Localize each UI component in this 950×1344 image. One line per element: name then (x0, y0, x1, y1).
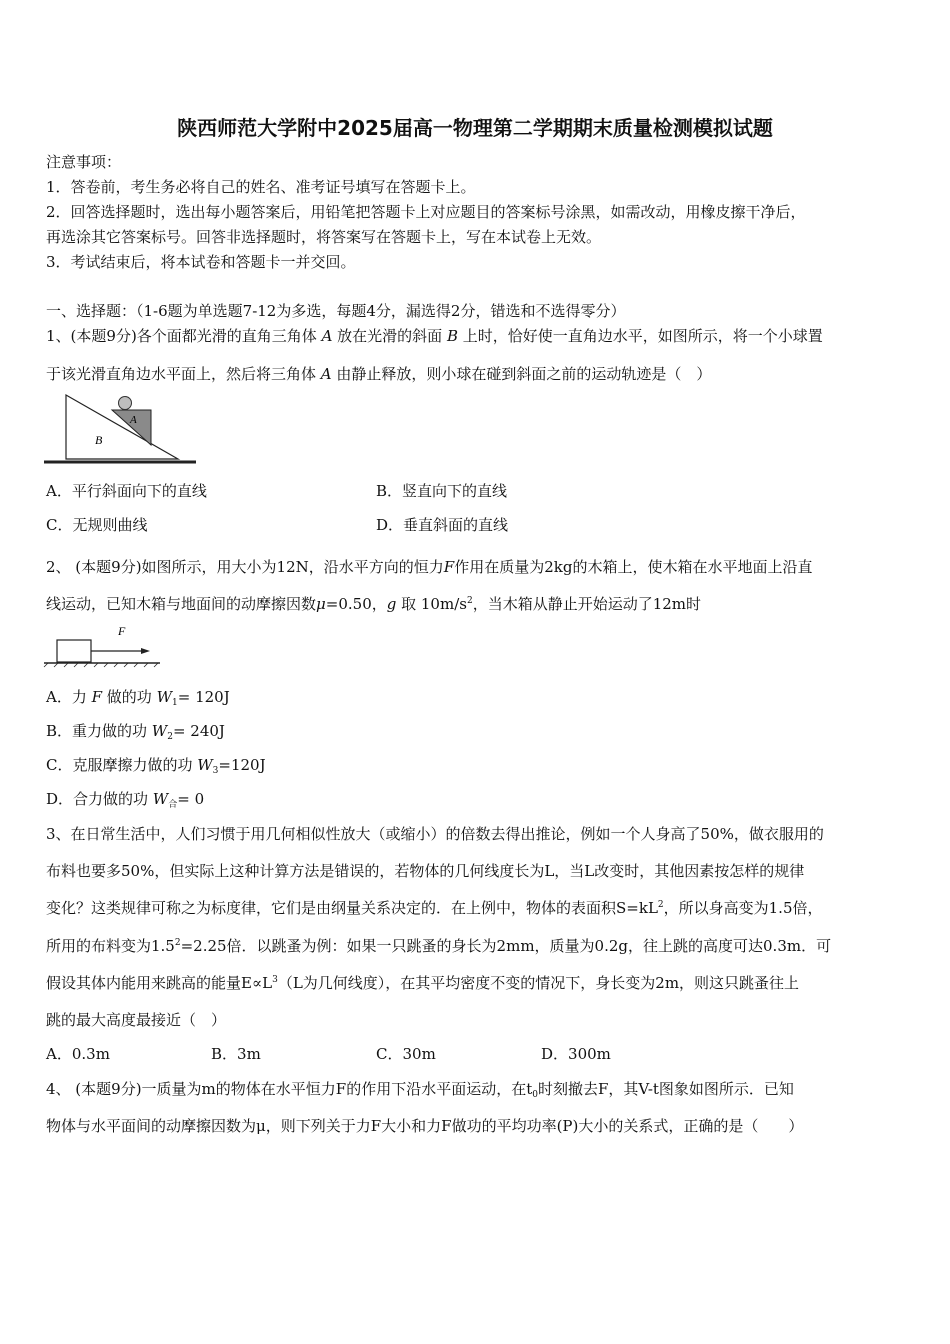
q2-line-2: 线运动，已知木箱与地面间的动摩擦因数μ=0.50，g 取 $10m/s^2$，当木箱从静止开始运动了12m时 (46, 595, 701, 613)
q2-option-b[interactable]: B．重力做的功 $W_2= 240J$ (46, 722, 225, 742)
q2-line-1: 2、 (本题9分)如图所示，用大小为12N，沿水平方向的恒力F作用在质量为2kg的木箱上，使木箱在水平地面上沿直 (46, 558, 813, 576)
notice-heading: 注意事项： (46, 153, 122, 171)
q3-line-3: 变化？这类规律可称之为标度律，它们是由纲量关系决定的．在上例中，物体的表面积$S=kL^2$，所以身高变为1.5倍， (46, 899, 823, 917)
q2-option-d[interactable]: D．合力做的功 $W_合= 0$ (46, 790, 205, 810)
q3-line-1: 3、在日常生活中，人们习惯于用几何相似性放大（或缩小）的倍数去得出推论，例如一个人身高了50%，做衣服用的 (46, 825, 824, 843)
notice-line-2: 2．回答选择题时，选出每小题答案后，用铅笔把答题卡上对应题目的答案标号涂黑，如需改动，用橡皮擦干净后， (46, 203, 806, 221)
q3-option-d[interactable]: D．300m (541, 1045, 611, 1063)
q2-option-c[interactable]: C．克服摩擦力做的功 $W_3=120J$ (46, 756, 266, 776)
notice-line-1: 1．答卷前，考生务必将自己的姓名、准考证号填写在答题卡上。 (46, 178, 476, 196)
q1-line-1: 1、(本题9分)各个面都光滑的直角三角体 A 放在光滑的斜面 B 上时，恰好使一直角边水平，如图所示，将一个小球置 (46, 327, 823, 345)
fig-label-f: F (118, 624, 126, 638)
q1-option-a[interactable]: A．平行斜面向下的直线 (46, 482, 207, 500)
section-heading: 一、选择题：（1-6题为单选题7-12为多选，每题4分，漏选得2分，错选和不选得零分） (46, 302, 626, 320)
q1-line-2: 于该光滑直角边水平面上，然后将三角体 A 由静止释放，则小球在碰到斜面之前的运动轨迹是（ ） (46, 365, 712, 383)
q4-line-1: 4、 (本题9分)一质量为m的物体在水平恒力F的作用下沿水平面运动，在$t_0$时刻撤去F，其V-t图象如图所示．已知 (46, 1080, 794, 1100)
q3-line-4: 所用的布料变为$1.5^2=2.25$倍．以跳蚤为例：如果一只跳蚤的身长为2mm，质量为0.2g，往上跳的高度可达0.3m．可 (46, 937, 832, 955)
q3-line-2: 布料也要多50%，但实际上这种计算方法是错误的，若物体的几何线度长为L，当L改变时，其他因素按怎样的规律 (46, 862, 805, 880)
q1-option-d[interactable]: D．垂直斜面的直线 (376, 516, 509, 534)
q3-line-6: 跳的最大高度最接近（ ） (46, 1011, 227, 1029)
notice-line-4: 3．考试结束后，将本试卷和答题卡一并交回。 (46, 253, 356, 271)
notice-line-3: 再选涂其它答案标号。回答非选择题时，将答案写在答题卡上，写在本试卷上无效。 (46, 228, 602, 246)
q3-line-5: 假设其体内能用来跳高的能量$E\propto L^3(L$为几何线度），在其平均密度不变的情况下，身长变为2m，则这只跳蚤往上 (46, 974, 800, 992)
q3-option-a[interactable]: A．0.3m (46, 1045, 110, 1063)
fig-label-a: A (130, 414, 137, 426)
fig-label-b: B (95, 433, 103, 447)
q1-figure (44, 392, 204, 472)
q1-option-c[interactable]: C．无规则曲线 (46, 516, 148, 534)
q2-option-a[interactable]: A．力 F 做的功 $W_1= 120J$ (46, 688, 230, 708)
page-title: 陕西师范大学附中2025届高一物理第二学期期末质量检测模拟试题 (177, 116, 773, 140)
q1-option-b[interactable]: B．竖直向下的直线 (376, 482, 508, 500)
q3-option-c[interactable]: C．30m (376, 1045, 436, 1063)
q3-option-b[interactable]: B．3m (211, 1045, 261, 1063)
q2-figure (44, 622, 164, 667)
q4-line-2: 物体与水平面间的动摩擦因数为μ，则下列关于力F大小和力F做功的平均功率(P)大小的关系式，正确的是（ ） (46, 1117, 804, 1135)
